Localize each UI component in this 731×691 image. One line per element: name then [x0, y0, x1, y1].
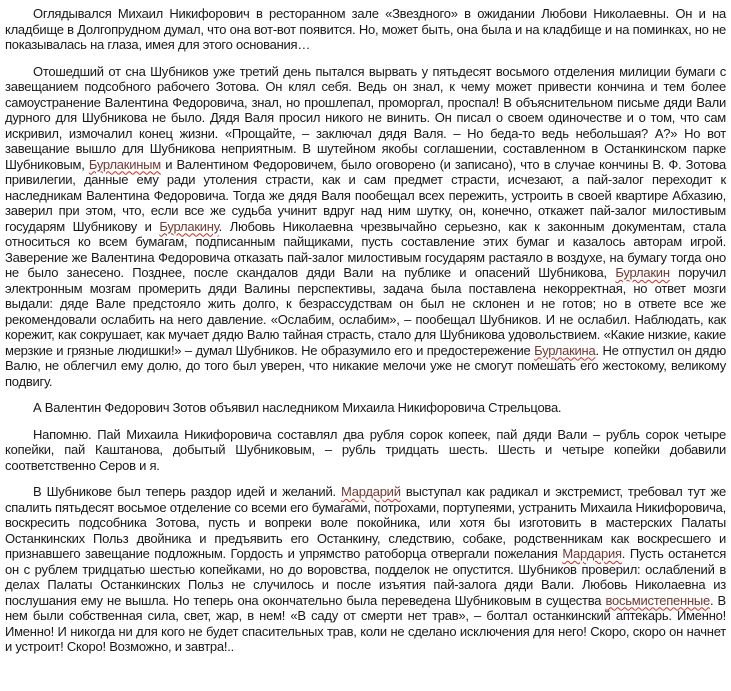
misspelled-word[interactable]: Мардария: [562, 546, 622, 561]
document-body[interactable]: [5, 6, 726, 655]
text-run: . В нем были собственная сила, свет, жар, в нем! «В саду от смерти нет трав», – болтал останкинский аптекарь. Именно! Именно! И никогда ни для кого не будет спасительных трав, коли не сделано исключения для него! Скоро, скоро он начнет и устроит! Скоро! Возможно, и завтра!..: [5, 592, 726, 654]
text-run: . Не отпустил он дядю Валю, не облегчил ему долю, до того был уверен, что никакие мелочи уже не смогут помешать его жестокому, великому подвигу.: [5, 342, 726, 389]
paragraph: [5, 427, 726, 474]
misspelled-word[interactable]: Бурлакиным: [88, 156, 161, 172]
misspelled-word[interactable]: Бурлакин: [615, 265, 670, 280]
text-run: . Пусть останется он с рублем тридцатью шестью копейками, но до воровства, подделок не опустится. Шубников проверил: ослаблений в делах Палаты Останкинских Польз не случилось и после изъятия пай-залога дяди Вали. Любовь Николаевна из послушания ему не вышла. Но теперь она окончательно была переведена Шубниковым в существа: [5, 546, 726, 608]
misspelled-word[interactable]: Бурлакина: [534, 342, 596, 358]
misspelled-word[interactable]: Мардарий: [341, 484, 401, 499]
misspelled-word[interactable]: восьмистепенные: [605, 592, 710, 608]
paragraph: [5, 484, 726, 655]
text-run: Отошедший от сна Шубников уже третий день пытался вырвать у пятьдесят восьмого отделения милиции бумаги с завещанием подсобного рабочего Зотова. Он клял себя. Ведь он знал, к чему может привести кончина и тем более самоустранение Валентина Федоровича, знал, но прошлепал, проморгал, проспал! В объяснительном письме дяди Вали дурного для Шубникова не было. Дядя Валя просил никого не винить. Он писал о своем одиночестве и о том, что сам искривил, измочалил конец жизни. «Прощайте, – заключал дядя Валя. – Но беда-то ведь небольшая? А?» Но вот завещание вышло для Шубникова неприятным. В шутейном якобы соглашении, составленном в Останкинском парке Шубниковым,: [5, 63, 726, 172]
paragraph: [5, 64, 726, 390]
text-run: . Любовь Николаевна чрезвычайно серьезно, как к законным документам, стала относиться ко всем бумагам, подписанным пайщиками, пусть составление этих бумаг и казалось авторам игрой. Заверение же Валентина Федоровича отказать пай-залог милостивым государям растаяло в воздухе, на бумагу тогда оно не было занесено. Позднее, после скандалов дяди Вали на публике и опасений Шубникова,: [5, 218, 726, 280]
text-run: В Шубникове был теперь раздор идей и желаний.: [33, 484, 341, 499]
text-run: Оглядывался Михаил Никифорович в ресторанном зале «Звездного» в ожидании Любови Николаевны. Он и на кладбище в Долгопрудном думал, что она вот-вот появится. Но, может быть, она была и на кладбище и на поминках, но не показывалась на глаза, имея для этого основания…: [5, 6, 726, 52]
misspelled-word[interactable]: Бурлакину: [159, 218, 219, 234]
text-run: Напомню. Пай Михаила Никифоровича составлял два рубля сорок копеек, пай дяди Вали – рубль сорок четыре копейки, пай Каштанова, добытый Шубниковым, – рубль тридцать шесть. Шесть и четыре копейки добавили соответственно Серов и я.: [5, 426, 726, 473]
text-run: А Валентин Федорович Зотов объявил наследником Михаила Никифоровича Стрельцова.: [33, 400, 562, 415]
text-run: поручил электронным мозгам промерить дяди Валины перспективы, задача была поставлена некорректная, но ответ мозги выдали: дяде Вале предстояло жить долго, к безрассудствам он был не склонен и не готов; но в ответе все же рекомендовали ослабить на него давление. «Ослабим, ослабим», – пообещал Шубников. И не ослабил. Наблюдать, как корежит, как сокрушает, как мучает дядю Валю тайная страсть, стало для Шубникова удовольствием. «Какие низкие, какие мерзкие и грязные людишки!» – думал Шубников. Не образумило его и предостережение: [5, 265, 727, 358]
text-run: и Валентином Федоровичем, было оговорено (и записано), что в случае кончины В. Ф. Зотова привилегии, данные ему ради утоления страсти, как и сам предмет страсти, исчезают, а пай-залог переходит к наследникам Валентина Федоровича. Тогда же дядя Валя пообещал всех пережить, устроить в своей квартире Абхазию, заверил при этом, что, если все же судьба учинит вдруг над ним шутку, он, конечно, откажет пай-залог милостивым государям Шубникову и: [5, 156, 726, 234]
paragraph: [5, 6, 726, 53]
text-run: выступал как радикал и экстремист, требовал тут же спалить пятьдесят восьмое отделение со всеми его бумагами, потрохами, портупеями, устранить Михаила Никифоровича, воскресить подсобника Зотова, пусть и вопреки воле покойника, или хотя бы изготовить в мастерских Палаты Останкинских Польз двойника и предъявить его Останкину, следствию, собаке, родственникам как воскресшего и признавшего завещание подложным. Гордость и упрямство ратоборца отвергали пожелания: [5, 484, 726, 561]
paragraph: [5, 400, 726, 416]
